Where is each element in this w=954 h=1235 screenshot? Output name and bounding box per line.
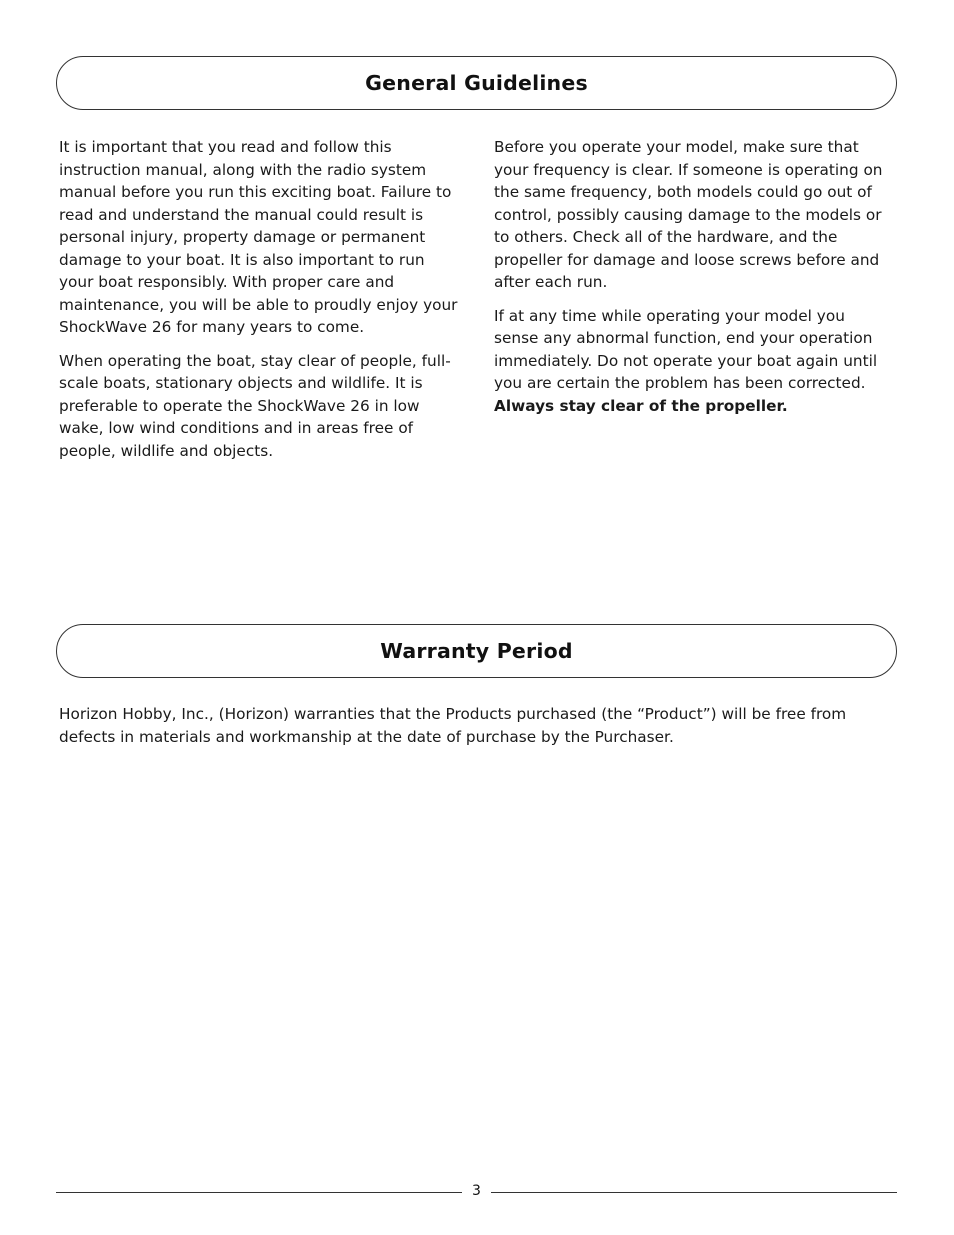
warranty-text: Horizon Hobby, Inc., (Horizon) warranties that the Products purchased (the “Product”) will be free from defects in materials and workmanship at the date of purchase by the Purchaser. [59,705,847,746]
general-guidelines-title: General Guidelines [365,71,588,95]
warranty-period-title: Warranty Period [380,639,573,663]
paragraph: Before you operate your model, make sure that your frequency is clear. If someone is operating on the same frequency, both models could go out of control, possibly causing damage to the models or to others. Check all of the hardware, and the propeller for damage and loose screws before and after each run. [494,138,883,291]
page-number: 3 [472,1183,481,1199]
right-column [494,136,886,417]
paragraph: It is important that you read and follow this instruction manual, along with the radio system manual before you run this exciting boat. Failure to read and understand the manual could result is personal injury, property damage or permanent damage to your boat. It is also important to run your boat responsibly. With proper care and maintenance, you will be able to proudly enjoy your ShockWave 26 for many years to come. [59,138,458,336]
warranty-period-header [56,624,897,678]
propeller-warning: Always stay clear of the propeller. [494,396,788,415]
footer-divider-right [491,1192,897,1193]
paragraph-text: If at any time while operating your model you sense any abnormal function, end your operation immediately. Do not operate your boat again until you are certain the problem has been corrected. [494,306,878,392]
paragraph [494,305,886,418]
general-guidelines-header [56,56,897,110]
left-column [59,136,459,473]
footer-divider-left [56,1192,462,1193]
paragraph: When operating the boat, stay clear of people, full-scale boats, stationary objects and wildlife. It is preferable to operate the ShockWave 26 in low wake, low wind conditions and in areas free of people, wildlife and objects. [59,351,451,460]
